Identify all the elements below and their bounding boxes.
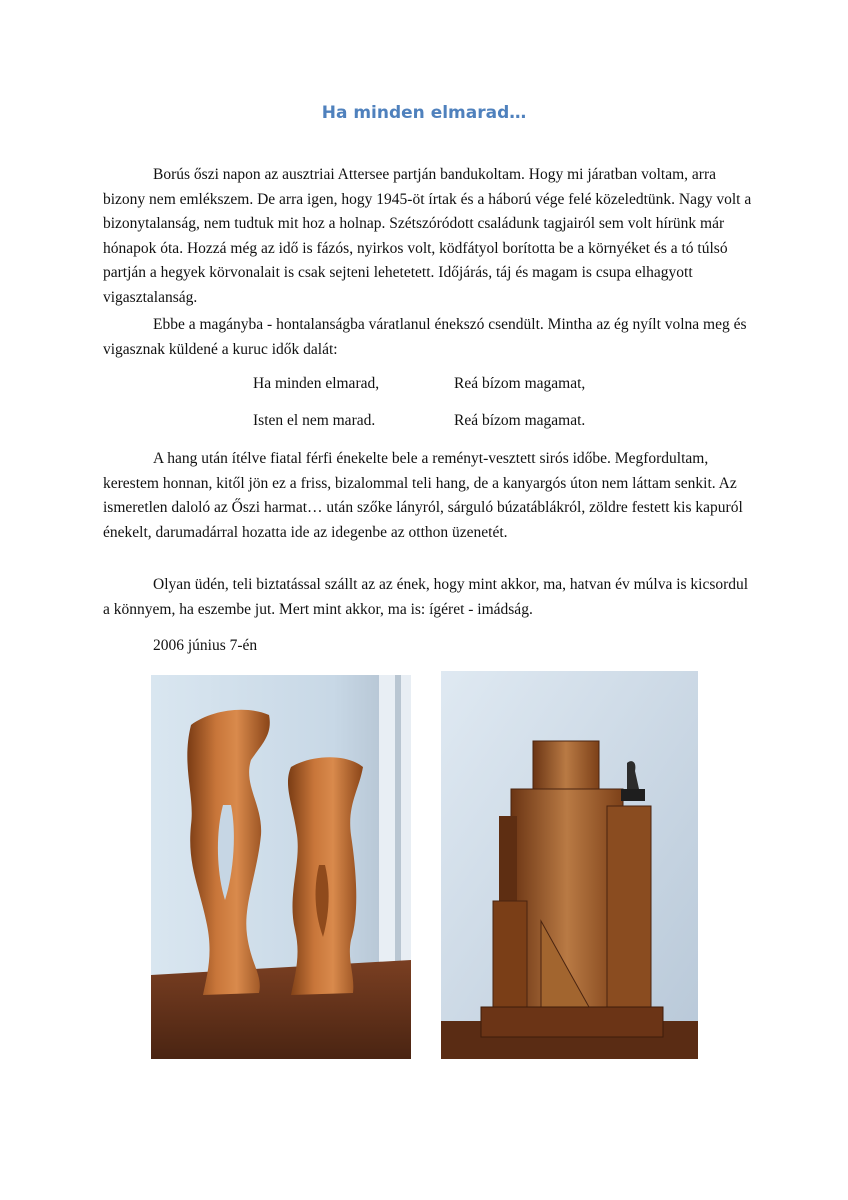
paragraph-4: [103, 573, 755, 622]
verse-line-2b: Reá bízom magamat.: [454, 412, 586, 429]
paragraph-2: [103, 313, 755, 362]
date-line: 2006 június 7-én: [153, 637, 258, 654]
sculpture-pair-image: [151, 675, 411, 1059]
paragraph-3-text: A hang után ítélve fiatal férfi énekelte bele a reményt-vesztett sirós időbe. Megfordultam, kerestem honnan, kitől jön ez a friss, bizalommal teli hang, de a kanyargós úton nem láttam senkit. Az ismeretlen daloló az Őszi harmat… után szőke lányról, sárguló búzatáblákról, zöldre festett kis kapuról énekelt, darumadárral hozatta ide az idegenbe az otthon üzenetét.: [103, 450, 743, 541]
verse-line-2a: Isten el nem marad.: [253, 412, 376, 429]
sculpture-photo-left: [151, 675, 411, 1059]
sculpture-photo-right: [441, 671, 698, 1059]
verse-line-1b: Reá bízom magamat,: [454, 375, 586, 392]
paragraph-4-text: Olyan üdén, teli biztatással szállt az az ének, hogy mint akkor, ma, hatvan év múlva is kicsordul a könnyem, ha eszembe jut. Mert mint akkor, ma is: ígéret - imádság.: [103, 576, 749, 618]
verse-line-1a: Ha minden elmarad,: [253, 375, 380, 392]
paragraph-1-text: Borús őszi napon az ausztriai Attersee partján bandukoltam. Hogy mi járatban voltam, arra bizony nem emlékszem. De arra igen, hogy 1945-öt írtak és a háború vége felé közeledtünk. Nagy volt a bizonytalanság, nem tudtuk mit hoz a holnap. Szétszóródott családunk tagjairól sem volt hírünk már hónapok óta. Hozzá még az idő is fázós, nyirkos volt, ködfátyol borította be a környéket és a tó túlsó partján a hegyek körvonalait is csak sejteni lehetetett. Időjárás, táj és magam is csupa elhagyott vigasztalanság.: [103, 166, 752, 306]
paragraph-1: [103, 163, 755, 311]
page-title: Ha minden elmarad…: [321, 103, 527, 123]
block-sculpture-image: [441, 671, 698, 1059]
paragraph-2-text: Ebbe a magányba - hontalanságba váratlanul énekszó csendült. Mintha az ég nyílt volna meg és vigasznak küldené a kuruc idők dalát:: [103, 316, 747, 358]
paragraph-3: [103, 447, 755, 545]
